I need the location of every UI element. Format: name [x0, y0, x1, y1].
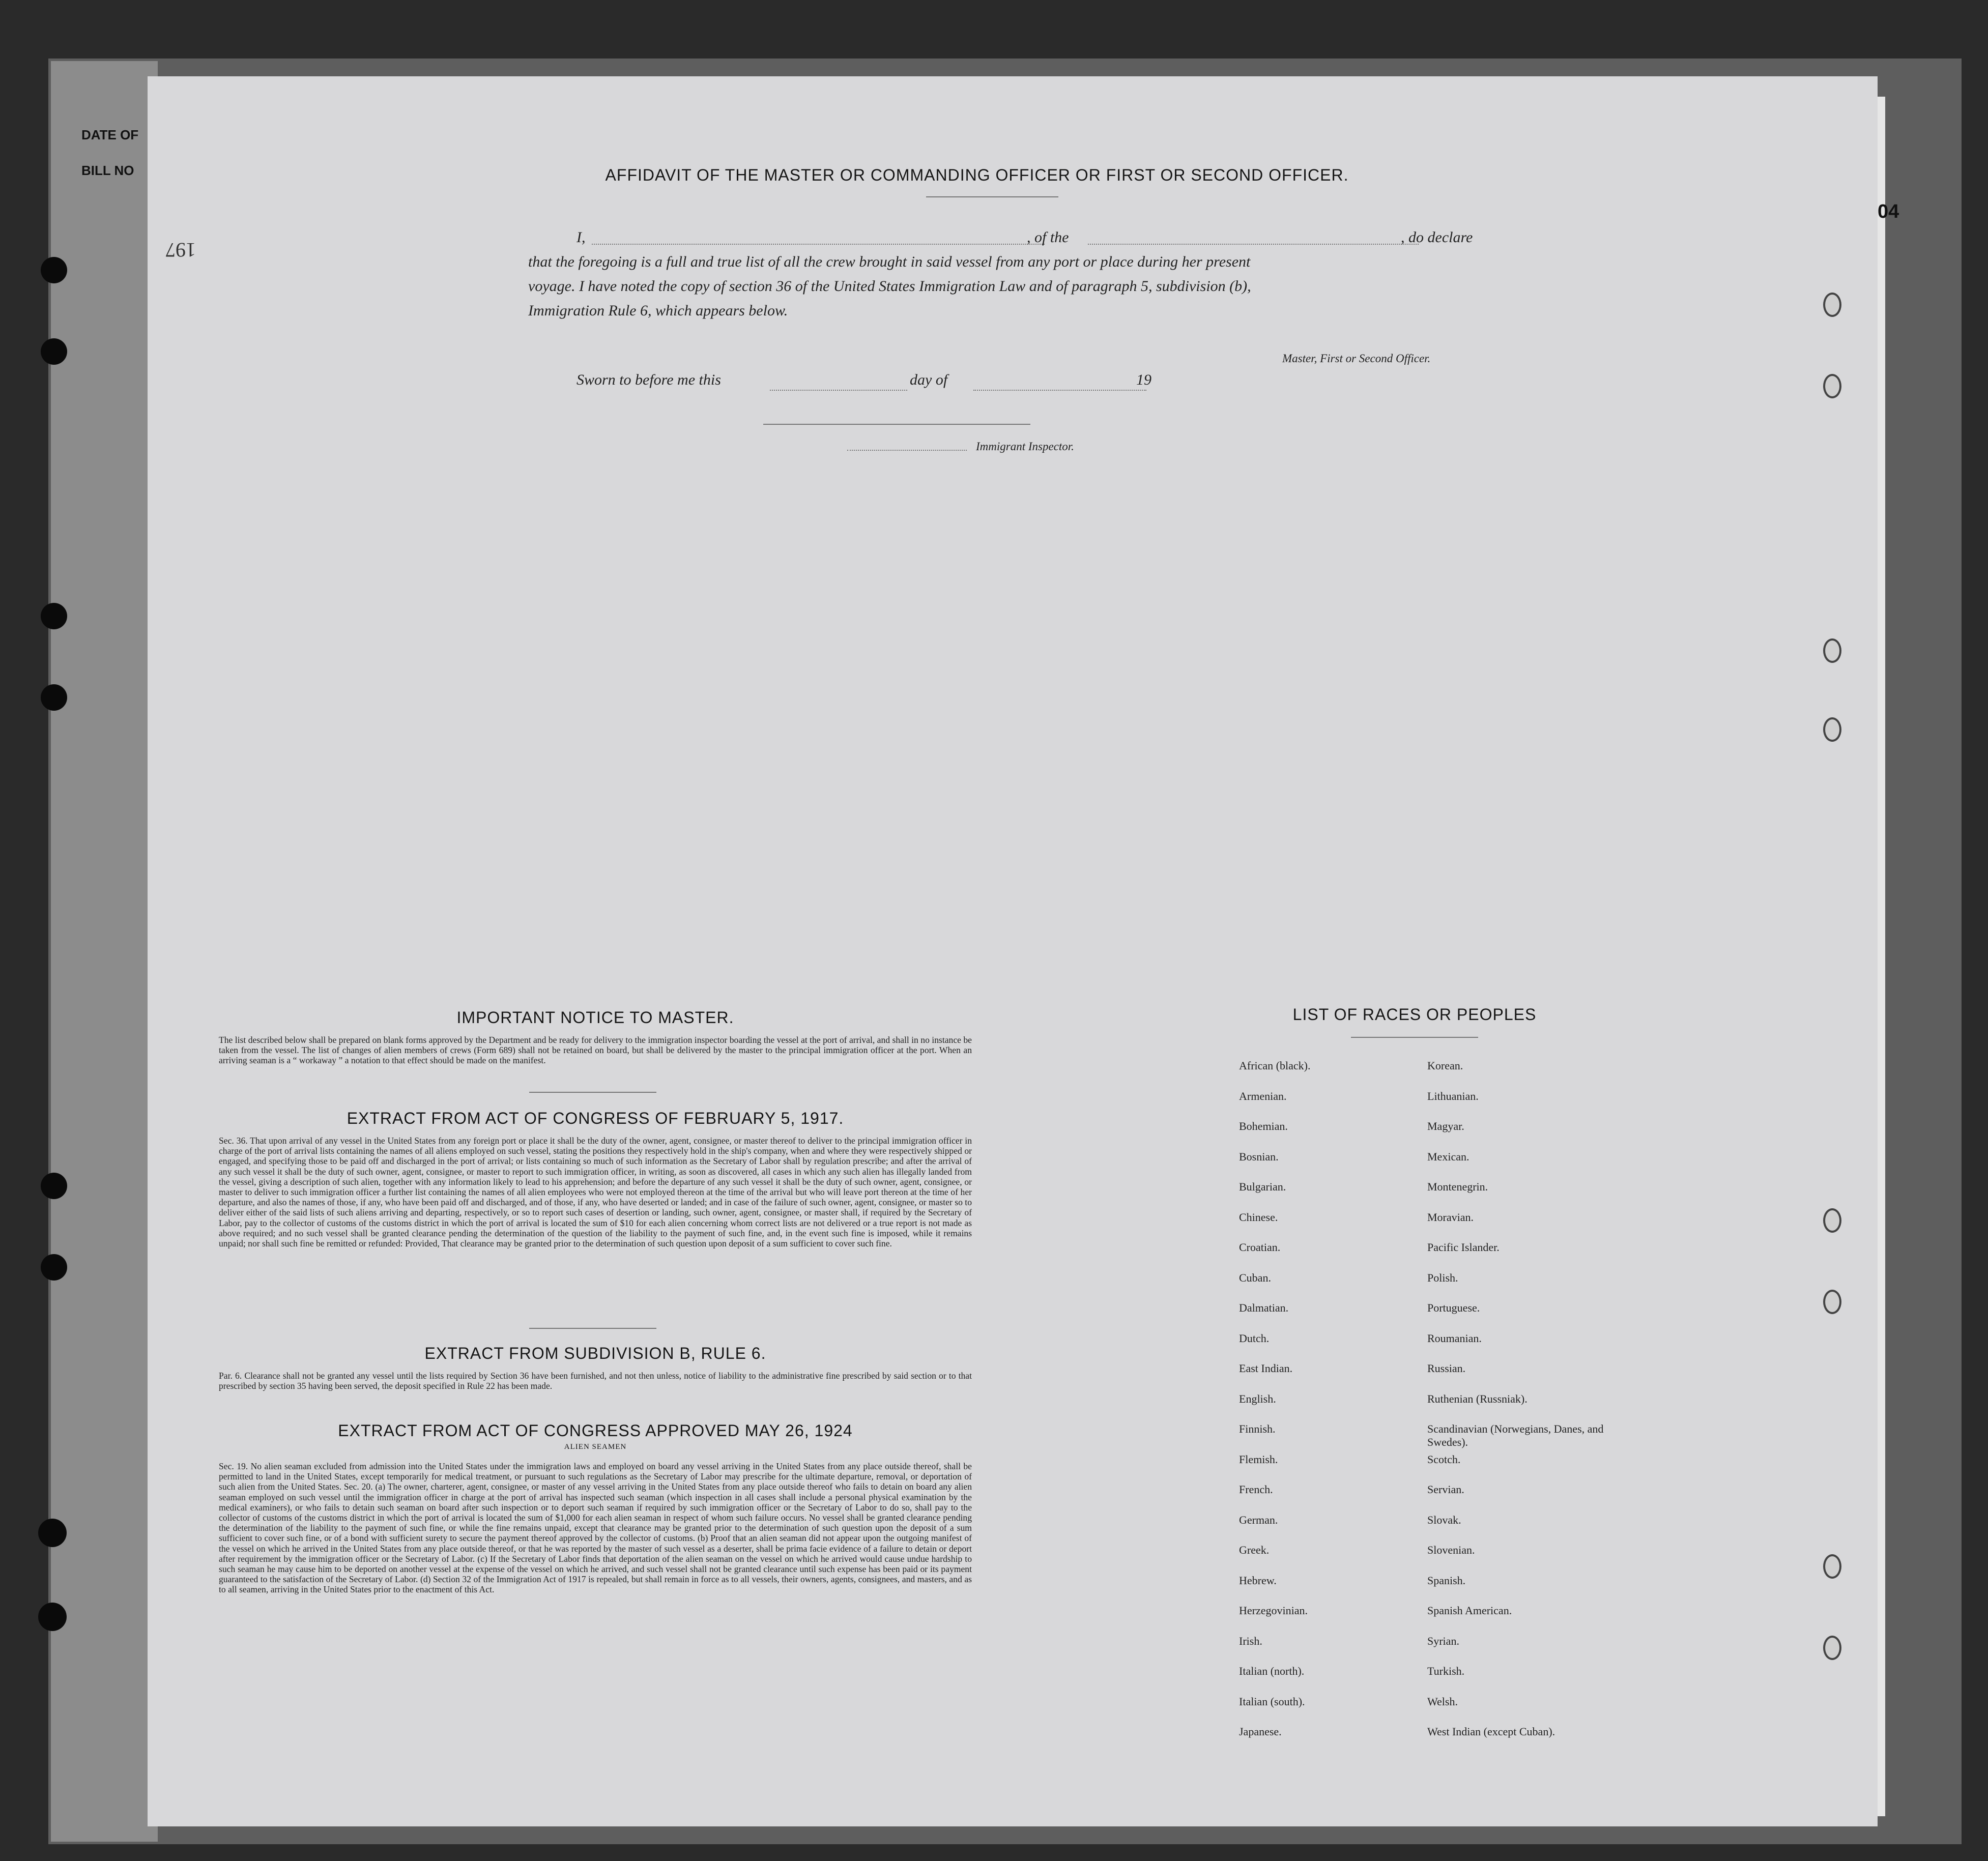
notice-title: IMPORTANT NOTICE TO MASTER.	[456, 1008, 734, 1027]
page-hole	[1823, 293, 1841, 317]
races-row	[1239, 1514, 1646, 1544]
race-right: Roumanian.	[1427, 1331, 1482, 1345]
race-left: Hebrew.	[1239, 1574, 1277, 1587]
binder-hole	[41, 338, 67, 365]
races-row	[1239, 1574, 1646, 1605]
races-table	[1239, 1059, 1646, 1756]
race-left: Italian (south).	[1239, 1695, 1305, 1708]
page-edge	[1878, 97, 1885, 1816]
binder-hole	[41, 257, 67, 283]
sworn-label: Sworn to before me this	[577, 371, 721, 388]
binder-hole	[41, 1254, 67, 1281]
page-hole	[1823, 1636, 1841, 1660]
race-right: Spanish.	[1427, 1574, 1466, 1587]
race-left: Finnish.	[1239, 1422, 1276, 1435]
vessel-blank	[1088, 244, 1419, 245]
races-row	[1239, 1665, 1646, 1695]
races-row	[1239, 1725, 1646, 1756]
race-left: Croatian.	[1239, 1241, 1281, 1254]
extract-1924-title: EXTRACT FROM ACT OF CONGRESS APPROVED MAY 26, 1924	[338, 1421, 853, 1440]
race-right: Korean.	[1427, 1059, 1463, 1072]
race-right: Lithuanian.	[1427, 1089, 1479, 1102]
margin-number: 197	[165, 239, 196, 261]
race-right: Scandinavian (Norwegians, Danes, and Swedes).	[1427, 1422, 1604, 1448]
race-left: Japanese.	[1239, 1725, 1282, 1738]
name-blank	[592, 244, 1045, 245]
day-blank	[770, 390, 907, 391]
race-right: Slovak.	[1427, 1513, 1461, 1526]
race-left: French.	[1239, 1483, 1273, 1496]
races-row	[1239, 1362, 1646, 1392]
race-right: Servian.	[1427, 1483, 1464, 1496]
extract-1917-text: Sec. 36. That upon arrival of any vessel in the United States from any foreign port or place it shall be the duty of the owner, agent, consignee, or master thereof to deliver to the principal immigration officer in charge of the port of arrival lists containing the names of all aliens employed on such vessel, stating the positions they respectively hold in the ship's company, when and where they were respectively shipped or engaged, and specifying those to be paid off and discharged in the port of arrival; or lists containing so much of such information as the Secretary of Labor shall by regulation prescribe; and after the arrival of any such vessel it shall be the duty of such owner, agent, consignee, or master to report to such immigration officer, in writing, as soon as discovered, all cases in which any such alien has illegally landed from the vessel, giving a description of such alien, together with any information likely to lead to his apprehension; and before the departure of any such vessel it shall be the duty of such owner, agent, consignee, or master to deliver to such immigration officer a further list containing the names of all alien employees who were not employed thereon at the time of the arrival but who will leave port thereon at the time of her departure, and also the names of those, if any, who have been paid off and discharged, and of those, if any, who have deserted or landed; and in case of the failure of such owner, agent, consignee, or master so to deliver either of the said lists of such aliens arriving and departing, respectively, or so to report such cases of desertion or landing, such owner, agent, consignee, or master shall, if required by the Secretary of Labor, pay to the collector of customs of the customs district in which the port of arrival is located the sum of $10 for each alien concerning whom correct lists are not delivered or a true report is not made as above required; and no such vessel shall be granted clearance pending the determination of the question of the liability to the payment of such fine, and, in the event such fine is imposed, while it remains unpaid; nor shall such fine be remitted or refunded: Provided, That clearance may be granted prior to the determination of such question upon deposit of a sum sufficient to cover such fine.	[219, 1136, 972, 1249]
year-label: 19	[1136, 371, 1151, 388]
races-row	[1239, 1392, 1646, 1423]
inspector-caption: Immigrant Inspector.	[976, 440, 1074, 453]
sworn-line	[577, 371, 1187, 396]
races-row	[1239, 1544, 1646, 1574]
page-hole	[1823, 374, 1841, 398]
month-blank	[973, 390, 1146, 391]
races-row	[1239, 1211, 1646, 1241]
affidavit-of-the: , of the	[1027, 229, 1069, 246]
race-left: East Indian.	[1239, 1362, 1293, 1375]
stamp-line-1: DATE OF	[81, 127, 139, 142]
divider	[926, 196, 1058, 197]
binder-hole	[41, 603, 67, 629]
page-hole	[1823, 638, 1841, 663]
race-right: West Indian (except Cuban).	[1427, 1725, 1555, 1738]
extract-1924-text: Sec. 19. No alien seaman excluded from admission into the United States under the immigration laws and employed on board any vessel arriving in the United States from any place outside thereof, shall be permitted to land in the United States, except temporarily for medical treatment, or pursuant to such regulations as the Secretary of Labor may prescribe for the ultimate departure, removal, or deportation of such alien from the United States. Sec. 20. (a) The owner, charterer, agent, consignee, or master of any vessel arriving in the United States from any place outside thereof who fails to detain on board any alien seaman employed on such vessel until the immigration officer in charge at the port of arrival has inspected such seaman (which inspection in all cases shall include a personal physical examination by the medical examiners), or who fails to detain such seaman on board after such inspection or to deport such seaman if required by such immigration officer or the Secretary of Labor to do so, shall pay to the collector of customs of the customs district in which the port of arrival is located the sum of $1,000 for each alien seaman in respect of whom such failure occurs. No vessel shall be granted clearance pending the determination of the liability to the payment of such fine, or while the fine remains unpaid, except that clearance may be granted prior to the determination of such question upon the deposit of a sum sufficient to cover such fine, or of a bond with sufficient surety to secure the payment thereof approved by the collector of customs. (b) Proof that an alien seaman did not appear upon the outgoing manifest of the vessel on which he arrived in the United States from any place outside thereof, or that he was reported by the master of such vessel as a deserter, shall be prima facie evidence of a failure to detain or deport after requirement by the immigration officer or the Secretary of Labor. (c) If the Secretary of Labor finds that deportation of the alien seaman on the vessel on which he arrived would cause undue hardship to such seaman he may cause him to be deported on another vessel at the expense of the vessel on which he arrived, and such vessel shall not be granted clearance until such expense has been paid or its payment guaranteed to the satisfaction of the Secretary of Labor. (d) Section 32 of the Immigration Act of 1917 is repealed, but shall remain in force as to all vessels, their owners, agents, consignees, and masters, and as to all seamen, arriving in the United States prior to the enactment of this Act.	[219, 1461, 972, 1595]
race-right: Slovenian.	[1427, 1544, 1475, 1556]
notice-text: The list described below shall be prepared on blank forms approved by the Department and be ready for delivery to the immigration inspector boarding the vessel at the port of arrival, and shall in no instance be taken from the vessel. The list of changes of alien members of crews (Form 689) shall not be retained on board, but shall be delivered by the master to the principal immigration officer at the port. When an arriving seaman is a “ workaway ” a notation to that effect should be made on the manifest.	[219, 1035, 972, 1066]
affidavit-line-4: Immigration Rule 6, which appears below.	[528, 302, 788, 319]
affidavit-i-label: I,	[577, 229, 586, 246]
subdivision-text: Par. 6. Clearance shall not be granted any vessel until the lists required by Section 36 have been furnished, and not then unless, notice of liability to the administrative fine prescribed by said section or to that prescribed by section 35 having been served, the deposit specified in Rule 22 has been made.	[219, 1371, 972, 1391]
binder-spine	[51, 61, 158, 1842]
races-row	[1239, 1059, 1646, 1090]
divider	[529, 1328, 656, 1329]
races-row	[1239, 1271, 1646, 1302]
race-left: Greek.	[1239, 1544, 1270, 1556]
race-right: Scotch.	[1427, 1452, 1461, 1466]
race-left: Dutch.	[1239, 1331, 1270, 1345]
binder-hole	[41, 684, 67, 711]
races-row	[1239, 1150, 1646, 1181]
extract-1917-title: EXTRACT FROM ACT OF CONGRESS OF FEBRUARY 5, 1917.	[347, 1109, 844, 1127]
races-title: LIST OF RACES OR PEOPLES	[1292, 1005, 1537, 1024]
page-hole	[1823, 1290, 1841, 1314]
page-hole	[1823, 1554, 1841, 1579]
affidavit-line-3: voyage. I have noted the copy of section 36 of the United States Immigration Law and of paragraph 5, subdivision (b),	[528, 278, 1251, 295]
binder-hole	[41, 1173, 67, 1199]
race-left: Herzegovinian.	[1239, 1604, 1308, 1617]
day-of-label: day of	[910, 371, 948, 388]
page-hole	[1823, 717, 1841, 742]
binder-hole	[38, 1519, 67, 1547]
page-corner-number: 04	[1878, 201, 1899, 222]
inspector-blank	[847, 450, 967, 451]
divider	[1351, 1037, 1478, 1038]
races-row	[1239, 1422, 1646, 1453]
race-right: Magyar.	[1427, 1120, 1464, 1132]
page-hole	[1823, 1208, 1841, 1233]
race-left: African (black).	[1239, 1059, 1311, 1072]
races-row	[1239, 1301, 1646, 1332]
race-left: Irish.	[1239, 1634, 1262, 1647]
affidavit-do-declare: , do declare	[1401, 229, 1473, 246]
inspector-rule	[763, 424, 1030, 425]
race-right: Montenegrin.	[1427, 1180, 1488, 1193]
race-right: Portuguese.	[1427, 1301, 1480, 1314]
signer-caption: Master, First or Second Officer.	[1282, 352, 1431, 365]
races-row	[1239, 1453, 1646, 1484]
races-row	[1239, 1483, 1646, 1514]
binder-hole	[38, 1603, 67, 1631]
races-row	[1239, 1604, 1646, 1635]
race-right: Polish.	[1427, 1271, 1458, 1284]
race-left: Flemish.	[1239, 1452, 1278, 1466]
affidavit-body	[528, 225, 1495, 323]
race-right: Russian.	[1427, 1362, 1466, 1375]
subdivision-title: EXTRACT FROM SUBDIVISION B, RULE 6.	[424, 1344, 766, 1362]
race-left: Bulgarian.	[1239, 1180, 1286, 1193]
races-row	[1239, 1090, 1646, 1120]
race-left: Dalmatian.	[1239, 1301, 1289, 1314]
races-row	[1239, 1635, 1646, 1665]
race-left: Italian (north).	[1239, 1665, 1305, 1677]
race-left: Bosnian.	[1239, 1150, 1279, 1163]
divider	[529, 1092, 656, 1093]
race-left: Armenian.	[1239, 1089, 1287, 1102]
race-left: English.	[1239, 1392, 1276, 1405]
affidavit-title: AFFIDAVIT OF THE MASTER OR COMMANDING OFFICER OR FIRST OR SECOND OFFICER.	[605, 166, 1349, 184]
races-row	[1239, 1332, 1646, 1362]
race-left: German.	[1239, 1513, 1278, 1526]
race-right: Pacific Islander.	[1427, 1241, 1500, 1254]
race-right: Turkish.	[1427, 1665, 1465, 1677]
race-right: Welsh.	[1427, 1695, 1458, 1708]
race-right: Moravian.	[1427, 1210, 1474, 1224]
race-right: Syrian.	[1427, 1634, 1459, 1647]
race-left: Chinese.	[1239, 1210, 1278, 1224]
stamp-line-2: BILL NO	[81, 163, 134, 178]
race-right: Mexican.	[1427, 1150, 1470, 1163]
races-row	[1239, 1180, 1646, 1211]
race-right: Spanish American.	[1427, 1604, 1512, 1617]
race-left: Bohemian.	[1239, 1120, 1288, 1132]
races-row	[1239, 1241, 1646, 1271]
races-row	[1239, 1695, 1646, 1726]
extract-1924-subtitle: ALIEN SEAMEN	[564, 1443, 627, 1451]
affidavit-line-2: that the foregoing is a full and true list of all the crew brought in said vessel from any port or place during her present	[528, 253, 1251, 270]
race-right: Ruthenian (Russniak).	[1427, 1392, 1528, 1405]
races-row	[1239, 1120, 1646, 1150]
race-left: Cuban.	[1239, 1271, 1271, 1284]
